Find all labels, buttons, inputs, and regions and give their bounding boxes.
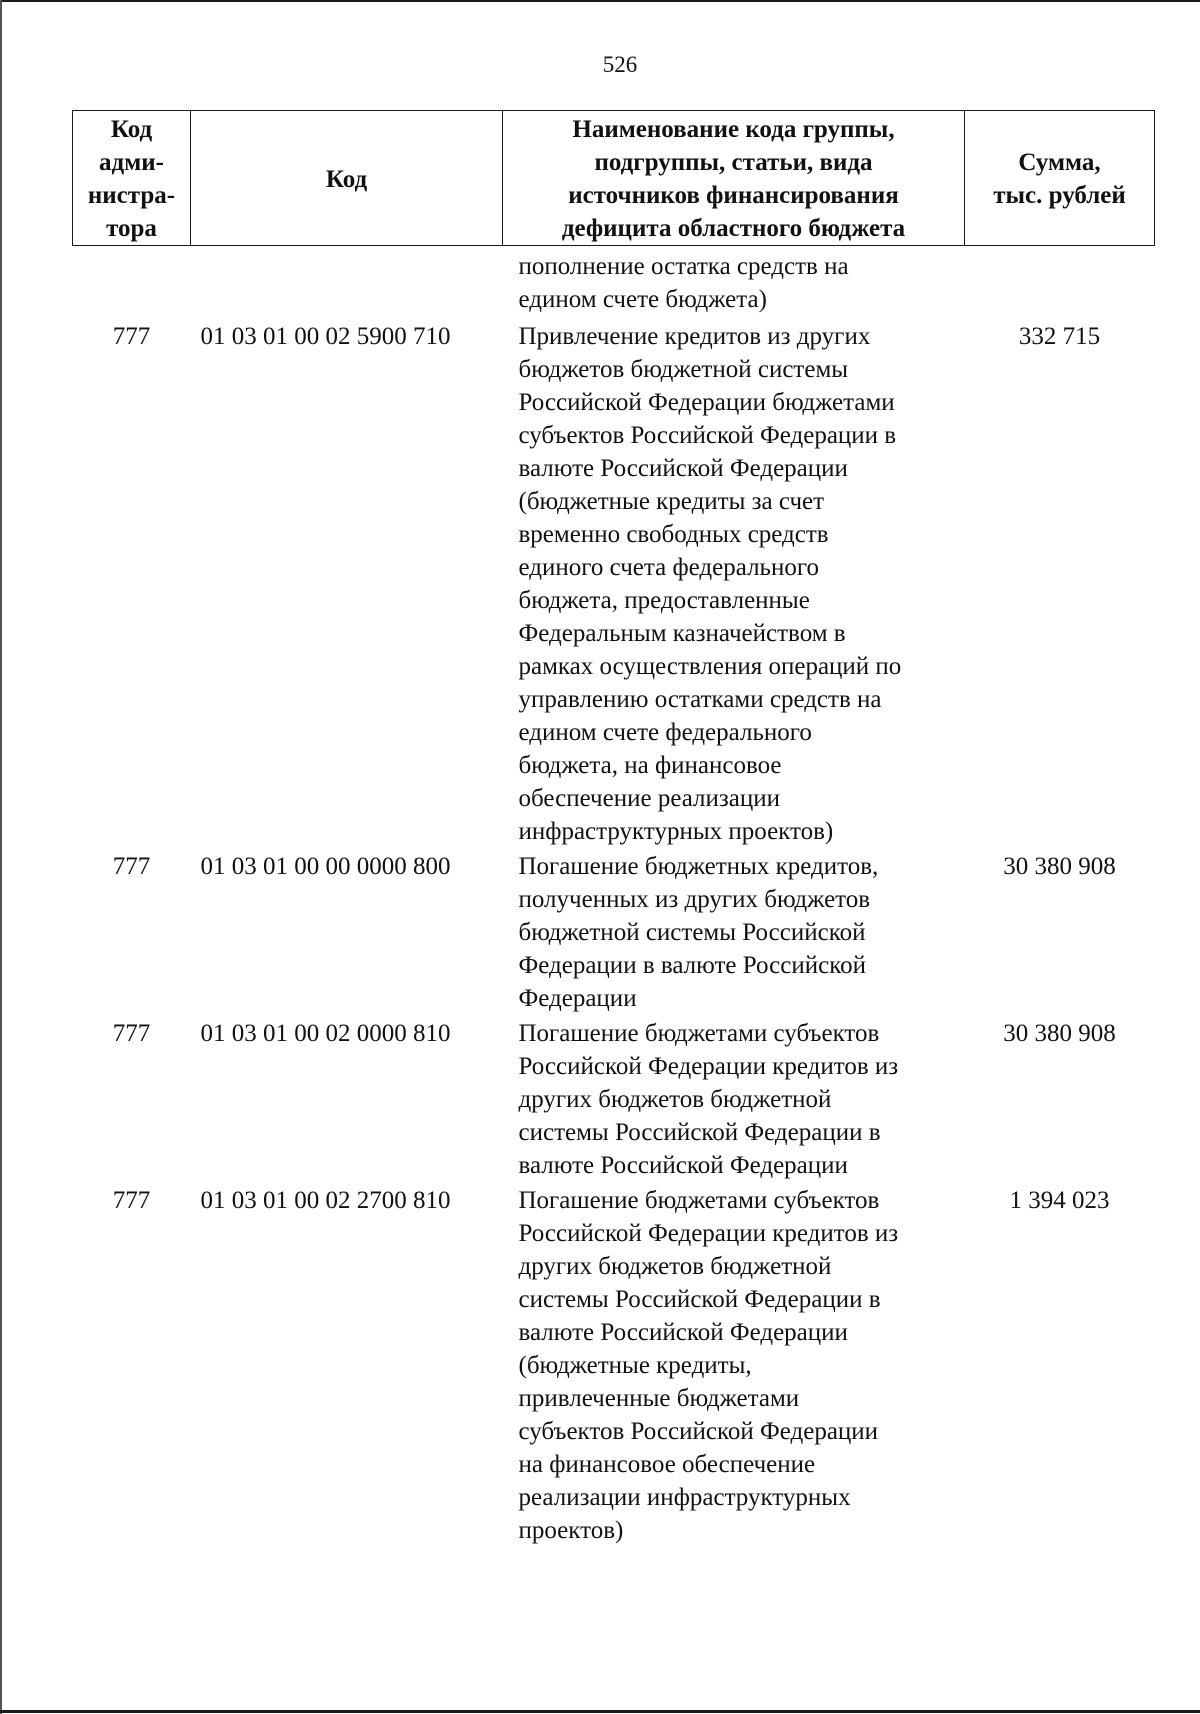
header-name-line: источников финансирования — [568, 182, 899, 209]
cell-name-line: едином счете бюджета) — [518, 286, 767, 313]
cell-code — [191, 246, 503, 319]
cell-name-line: привлеченные бюджетами — [518, 1385, 800, 1412]
table-row — [73, 848, 1155, 1015]
cell-name — [503, 1182, 965, 1547]
cell-name-line: (бюджетные кредиты за счет — [518, 488, 825, 515]
cell-name — [503, 246, 965, 319]
header-name-line: подгруппы, статьи, вида — [594, 149, 873, 176]
header-admin-line: адми- — [99, 149, 164, 176]
cell-name-line: валюте Российской Федерации — [518, 1319, 848, 1346]
cell-sum: 30 380 908 — [1003, 1020, 1116, 1047]
header-sum-line: Сумма, — [1018, 149, 1101, 176]
cell-name-line: управлению остатками средств на — [518, 686, 882, 713]
cell-name-line: других бюджетов бюджетной — [518, 1086, 832, 1113]
cell-name-line: субъектов Российской Федерации — [518, 1418, 879, 1445]
cell-code: 01 03 01 00 02 0000 810 — [200, 1020, 451, 1047]
cell-code: 01 03 01 00 00 0000 800 — [200, 853, 451, 880]
cell-admin-code — [73, 246, 191, 319]
cell-name-line: обеспечение реализации — [518, 785, 781, 812]
cell-name-line: системы Российской Федерации в — [518, 1119, 881, 1146]
cell-sum: 30 380 908 — [1003, 853, 1116, 880]
cell-name — [503, 318, 965, 848]
cell-name-line: (бюджетные кредиты, — [518, 1352, 752, 1379]
header-sum — [965, 111, 1155, 246]
cell-name-line: бюджета, предоставленные — [518, 587, 810, 614]
cell-name-line: валюте Российской Федерации — [518, 1152, 848, 1179]
cell-name-line: Федеральным казначейством в — [518, 620, 846, 647]
scan-border-top — [0, 0, 1200, 2]
page-number: 526 — [602, 52, 638, 77]
header-name-line: Наименование кода группы, — [572, 116, 895, 143]
scan-border-bottom — [0, 1710, 1200, 1713]
scan-border-left — [0, 0, 2, 1714]
cell-name-line: временно свободных средств — [518, 521, 829, 548]
cell-sum: 1 394 023 — [1009, 1187, 1110, 1214]
cell-name-line: Погашение бюджетных кредитов, — [518, 853, 879, 880]
cell-code: 01 03 01 00 02 2700 810 — [200, 1187, 451, 1214]
cell-name-line: проектов) — [518, 1517, 624, 1544]
cell-name-line: Российской Федерации кредитов из — [518, 1053, 899, 1080]
header-sum-line: тыс. рублей — [993, 182, 1126, 209]
cell-name-line: Погашение бюджетами субъектов — [518, 1020, 880, 1047]
cell-name-line: инфраструктурных проектов) — [518, 818, 834, 845]
header-code: Код — [191, 111, 503, 246]
cell-code: 01 03 01 00 02 5900 710 — [200, 323, 451, 350]
cell-name-line: реализации инфраструктурных — [518, 1484, 851, 1511]
cell-name-line: рамках осуществления операций по — [518, 653, 902, 680]
header-name-line: дефицита областного бюджета — [561, 215, 906, 242]
cell-admin-code: 777 — [112, 853, 151, 880]
cell-name-line: других бюджетов бюджетной — [518, 1253, 832, 1280]
cell-sum: 332 715 — [1018, 323, 1101, 350]
table-body — [73, 246, 1155, 1548]
cell-name-line: бюджета, на финансовое — [518, 752, 782, 779]
cell-name-line: Российской Федерации бюджетами — [518, 389, 895, 416]
table-row — [73, 1182, 1155, 1547]
cell-name-line: бюджетов бюджетной системы — [518, 356, 849, 383]
cell-name-line: Погашение бюджетами субъектов — [518, 1187, 880, 1214]
cell-name-line: Федерации — [518, 985, 637, 1012]
cell-name-line: полученных из других бюджетов — [518, 886, 871, 913]
cell-name-line: единого счета федерального — [518, 554, 819, 581]
header-admin-line: Код — [110, 116, 153, 143]
header-admin-code — [73, 111, 191, 246]
cell-name-line: едином счете федерального — [518, 719, 812, 746]
header-admin-line: тора — [106, 215, 157, 242]
cell-name-line: валюте Российской Федерации — [518, 455, 848, 482]
table-header-row — [73, 111, 1155, 246]
cell-name-line: Привлечение кредитов из других — [518, 323, 871, 350]
cell-name-line: Российской Федерации кредитов из — [518, 1220, 899, 1247]
cell-name — [503, 848, 965, 1015]
cell-sum — [965, 246, 1155, 319]
cell-admin-code: 777 — [112, 323, 151, 350]
financing-sources-table — [72, 110, 1154, 1547]
cell-name-line: Федерации в валюте Российской — [518, 952, 866, 979]
table-row — [73, 318, 1155, 848]
cell-name-line: системы Российской Федерации в — [518, 1286, 881, 1313]
cell-admin-code: 777 — [112, 1187, 151, 1214]
cell-name — [503, 1015, 965, 1182]
table-row — [73, 246, 1155, 319]
table-row — [73, 1015, 1155, 1182]
header-admin-line: нистра- — [87, 182, 176, 209]
cell-name-line: на финансовое обеспечение — [518, 1451, 816, 1478]
cell-name-line: бюджетной системы Российской — [518, 919, 866, 946]
cell-name-line: субъектов Российской Федерации в — [518, 422, 897, 449]
cell-admin-code: 777 — [112, 1020, 151, 1047]
cell-name-line: пополнение остатка средств на — [518, 253, 849, 280]
header-name — [503, 111, 965, 246]
